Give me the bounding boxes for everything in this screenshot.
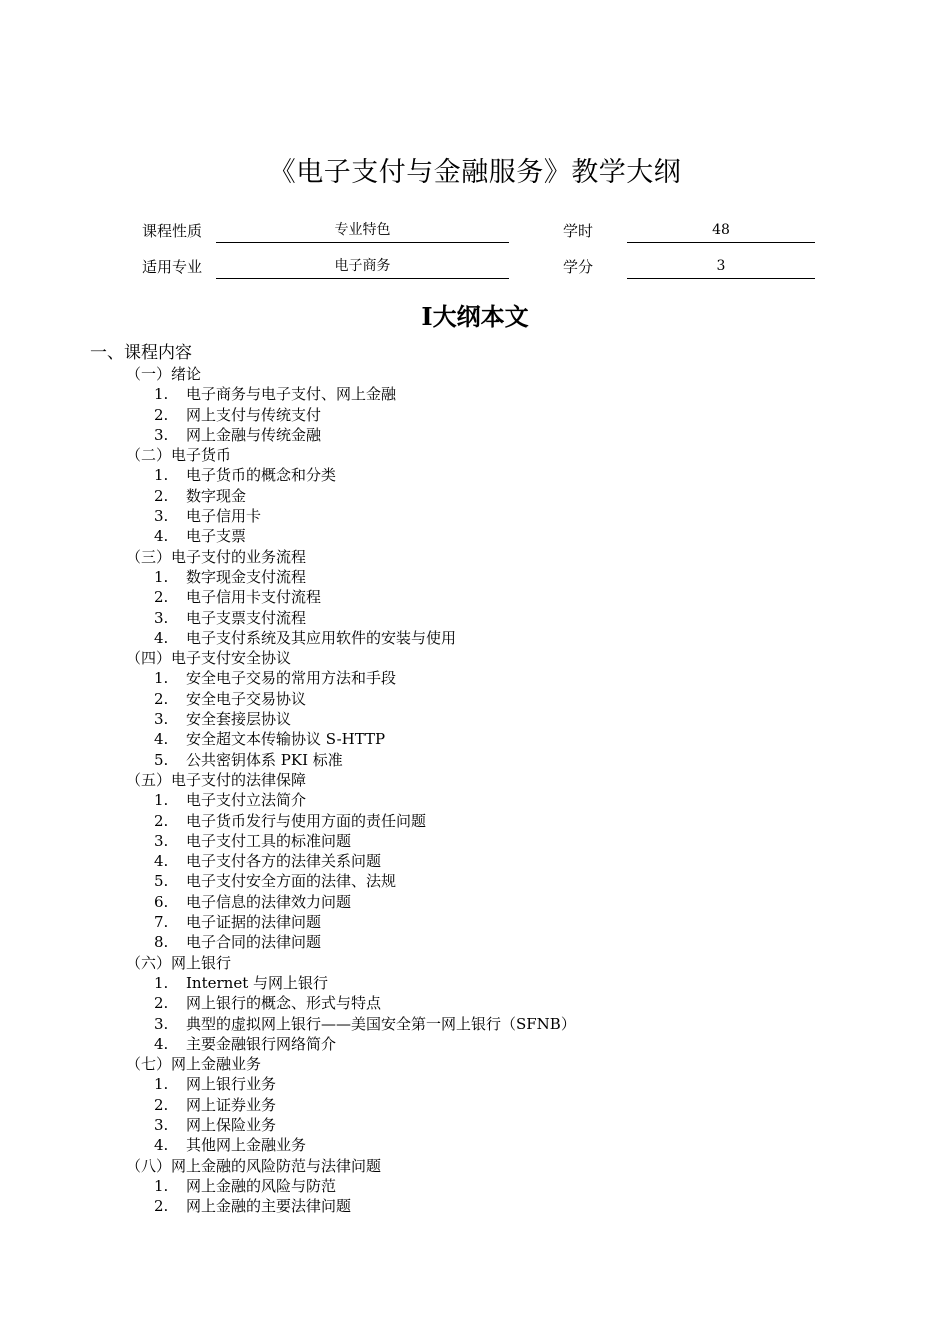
list-item [90, 465, 381, 485]
list-item-number: 4. [154, 1136, 169, 1155]
list-item-number: 3. [154, 1115, 169, 1134]
list-item [90, 668, 397, 688]
list-item-text: Internet 与网上银行 [186, 973, 328, 992]
list-item [90, 1034, 381, 1054]
list-item [90, 1095, 381, 1115]
list-item-text: 电子商务与电子支付、网上金融 [186, 385, 397, 404]
list-item-text: 电子信息的法律效力问题 [186, 892, 352, 911]
list-item-number: 3. [154, 425, 169, 444]
list-item [90, 526, 381, 546]
list-item-number: 1. [154, 385, 169, 404]
list-item-text: 电子支付安全方面的法律、法规 [186, 872, 397, 891]
chapter-heading: （三）电子支付的业务流程 [126, 547, 307, 566]
list-item [90, 506, 381, 526]
list-item-text: 电子信用卡支付流程 [186, 588, 322, 607]
list-item [90, 486, 381, 506]
chapter-heading: （七）网上金融业务 [126, 1055, 262, 1074]
list-item [90, 993, 381, 1013]
list-item-number: 4. [154, 1034, 169, 1053]
major-value: 电子商务 [216, 256, 509, 279]
list-item-text: 电子货币发行与使用方面的责任问题 [186, 811, 427, 830]
list-item-number: 2. [154, 1095, 169, 1114]
list-item-text: 网上金融的主要法律问题 [186, 1197, 352, 1216]
list-item [90, 405, 381, 425]
chapter-heading: （四）电子支付安全协议 [126, 649, 292, 668]
outline-heading: 一、课程内容 [90, 343, 192, 363]
list-item-text: 网上保险业务 [186, 1115, 277, 1134]
list-item-text: 主要金融银行网络简介 [186, 1034, 337, 1053]
credit-label: 学分 [563, 258, 594, 276]
list-item [90, 689, 381, 709]
list-item-text: 电子证据的法律问题 [186, 913, 322, 932]
list-item [90, 628, 457, 648]
list-item-text: 网上金融的风险与防范 [186, 1176, 337, 1195]
list-item-text: 安全电子交易协议 [186, 689, 307, 708]
list-item [90, 729, 386, 749]
chapter-heading: （一）绪论 [126, 365, 202, 383]
list-item [90, 851, 381, 871]
list-item-text: 电子货币的概念和分类 [186, 466, 337, 485]
list-item-text: 电子支付各方的法律关系问题 [186, 852, 382, 871]
chapter-heading: （六）网上银行 [126, 953, 232, 972]
list-item-number: 4. [154, 852, 169, 871]
list-item-text: 电子支付立法简介 [186, 791, 307, 810]
list-item [90, 587, 381, 607]
list-item [90, 608, 381, 628]
list-item-number: 3. [154, 710, 169, 729]
list-item-number: 3. [154, 608, 169, 627]
list-item-number: 8. [154, 933, 169, 952]
list-item-number: 3. [154, 831, 169, 850]
section-title: Ⅰ大纲本文 [421, 302, 529, 331]
course-outline [90, 342, 576, 1216]
list-item-number: 4. [154, 527, 169, 546]
credit-value: 3 [627, 256, 815, 279]
list-item-text: 其他网上金融业务 [186, 1136, 307, 1155]
info-row-major-credit [0, 256, 950, 280]
list-item-text: 电子支票支付流程 [186, 608, 307, 627]
list-item [90, 1115, 381, 1135]
list-item-text: 安全电子交易的常用方法和手段 [186, 669, 397, 688]
list-item [90, 425, 381, 445]
hours-label: 学时 [563, 222, 594, 240]
list-item [90, 1135, 381, 1155]
chapter-heading: （五）电子支付的法律保障 [126, 770, 307, 789]
list-item-text: 数字现金 [186, 486, 247, 505]
list-item-number: 2. [154, 588, 169, 607]
course-nature-value: 专业特色 [216, 220, 509, 243]
list-item-text: 网上银行业务 [186, 1075, 277, 1094]
list-item-text: 安全超文本传输协议 S-HTTP [186, 730, 386, 749]
list-item-text: 电子信用卡 [186, 507, 262, 526]
list-item [90, 892, 381, 912]
chapter-heading: （二）电子货币 [126, 446, 232, 465]
list-item-number: 2. [154, 486, 169, 505]
list-item-number: 5. [154, 872, 169, 891]
list-item-number: 7. [154, 913, 169, 932]
chapter-heading: （八）网上金融的风险防范与法律问题 [126, 1156, 382, 1175]
list-item-text: 典型的虚拟网上银行——美国安全第一网上银行（SFNB） [186, 1014, 576, 1033]
list-item [90, 567, 381, 587]
list-item-number: 2. [154, 994, 169, 1013]
list-item [90, 811, 427, 831]
list-item [90, 1196, 381, 1216]
list-item-text: 公共密钥体系 PKI 标准 [186, 750, 343, 769]
list-item-number: 1. [154, 1075, 169, 1094]
list-item-number: 1. [154, 466, 169, 485]
list-item-number: 2. [154, 689, 169, 708]
list-item-text: 网上证券业务 [186, 1095, 277, 1114]
list-item [90, 1014, 576, 1034]
list-item-number: 6. [154, 892, 169, 911]
list-item-number: 1. [154, 973, 169, 992]
list-item-text: 电子支票 [186, 527, 247, 546]
list-item [90, 1176, 381, 1196]
list-item [90, 871, 397, 891]
list-item [90, 912, 381, 932]
list-item-text: 数字现金支付流程 [186, 567, 307, 586]
list-item-number: 2. [154, 405, 169, 424]
list-item [90, 831, 381, 851]
list-item [90, 384, 397, 404]
list-item-text: 电子支付系统及其应用软件的安装与使用 [186, 628, 457, 647]
list-item-number: 2. [154, 1197, 169, 1216]
major-label: 适用专业 [142, 258, 203, 276]
list-item [90, 973, 381, 993]
list-item-number: 1. [154, 1176, 169, 1195]
list-item [90, 709, 381, 729]
info-row-nature-hours [0, 220, 950, 244]
list-item-number: 1. [154, 567, 169, 586]
list-item-number: 1. [154, 669, 169, 688]
list-item [90, 790, 381, 810]
list-item-text: 电子支付工具的标准问题 [186, 831, 352, 850]
list-item [90, 1074, 381, 1094]
list-item-number: 1. [154, 791, 169, 810]
list-item-number: 2. [154, 811, 169, 830]
list-item-number: 5. [154, 750, 169, 769]
list-item [90, 750, 381, 770]
course-nature-label: 课程性质 [142, 222, 203, 240]
list-item-number: 4. [154, 628, 169, 647]
list-item-text: 安全套接层协议 [186, 710, 292, 729]
list-item-number: 4. [154, 730, 169, 749]
list-item-text: 网上支付与传统支付 [186, 405, 322, 424]
list-item [90, 932, 381, 952]
list-item-text: 电子合同的法律问题 [186, 933, 322, 952]
list-item-number: 3. [154, 507, 169, 526]
list-item-text: 网上金融与传统金融 [186, 425, 322, 444]
list-item-text: 网上银行的概念、形式与特点 [186, 994, 382, 1013]
hours-value: 48 [627, 220, 815, 243]
document-title: 《电子支付与金融服务》教学大纲 [268, 157, 682, 188]
list-item-number: 3. [154, 1014, 169, 1033]
